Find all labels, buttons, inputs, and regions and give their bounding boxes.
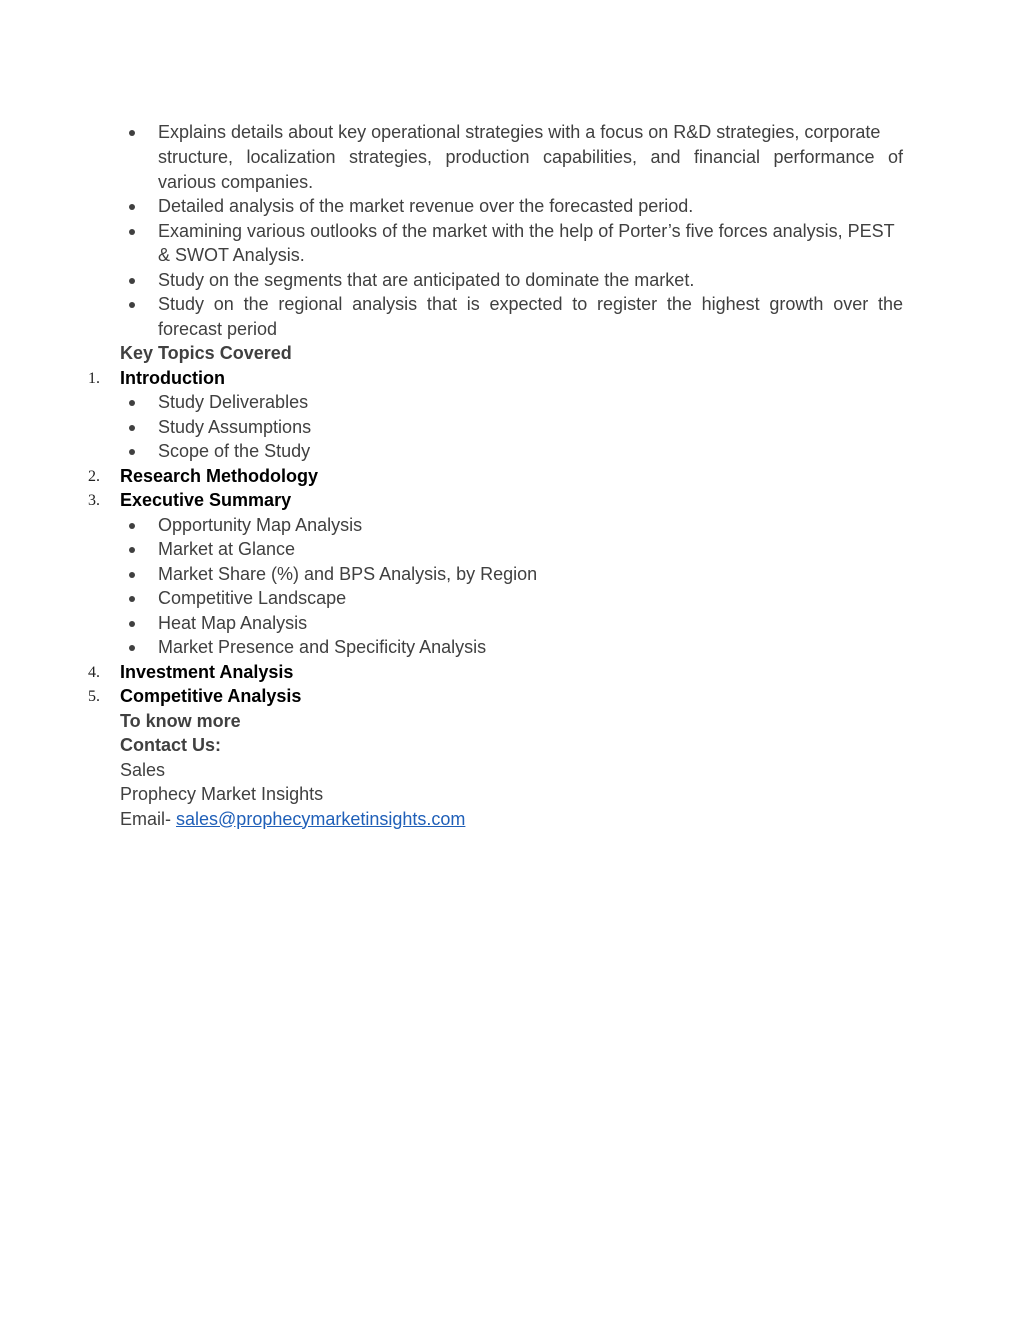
contact-us-line	[0, 733, 1024, 758]
bullet-icon	[129, 425, 135, 431]
key-topics-heading-text: Key Topics Covered	[120, 343, 292, 363]
know-more-line	[0, 709, 1024, 734]
topic-1	[0, 366, 1024, 391]
key-topics-heading	[0, 341, 1024, 366]
topic-title: Executive Summary	[120, 490, 292, 510]
list-item	[0, 635, 1024, 660]
contact-email-wrapper	[120, 807, 465, 832]
list-item	[0, 120, 1024, 145]
bullet-text: Opportunity Map Analysis	[158, 514, 363, 535]
bullet-icon	[129, 523, 135, 529]
bullet-text: Study Deliverables	[158, 392, 309, 412]
list-item-continuation	[0, 170, 1024, 195]
list-item	[0, 268, 1024, 293]
topic-3	[0, 488, 1024, 513]
list-item	[0, 219, 1024, 244]
bullet-text: Examining various outlooks of the market with the help of Porter’s five forces analysis, PEST	[158, 220, 895, 241]
bullet-icon	[129, 547, 135, 553]
topic-number: 4.	[88, 663, 100, 681]
contact-us-label: Contact Us:	[120, 735, 222, 755]
topic-number: 3.	[88, 492, 100, 509]
bullet-icon	[129, 572, 135, 578]
contact-company: Prophecy Market Insights	[120, 784, 324, 804]
topic-title: Research Methodology	[120, 465, 319, 486]
list-item	[0, 292, 1024, 317]
contact-email-line	[0, 807, 1024, 832]
bullet-icon	[129, 400, 135, 406]
bullet-icon	[129, 302, 135, 308]
topic-number: 2.	[88, 467, 100, 485]
topic-number: 5.	[88, 688, 100, 705]
bullet-icon	[129, 645, 135, 651]
topic-2	[0, 464, 1024, 489]
topic-title: Introduction	[120, 367, 225, 388]
topic-number: 1.	[88, 369, 100, 387]
bullet-icon	[129, 204, 135, 210]
contact-dept: Sales	[120, 759, 166, 780]
bullet-icon	[129, 621, 135, 627]
list-item	[0, 513, 1024, 538]
list-item	[0, 586, 1024, 611]
know-more-text: To know more	[120, 710, 241, 731]
list-item-continuation	[0, 317, 1024, 342]
bullet-text: Study on the regional analysis that is expected to register the highest growth over the	[158, 294, 903, 314]
list-item	[0, 537, 1024, 562]
list-item-continuation	[0, 145, 1024, 170]
bullet-icon	[129, 229, 135, 235]
bullet-text-line: forecast period	[158, 318, 278, 339]
list-item	[0, 415, 1024, 440]
bullet-text-line	[158, 120, 903, 145]
bullet-icon	[129, 449, 135, 455]
topic-4	[0, 660, 1024, 685]
bullet-text-line: various companies.	[158, 171, 314, 192]
bullet-text: Heat Map Analysis	[158, 612, 308, 633]
bullet-icon	[129, 596, 135, 602]
list-item-continuation	[0, 243, 1024, 268]
bullet-text: Market Share (%) and BPS Analysis, by Region	[158, 563, 538, 584]
bullet-icon	[129, 278, 135, 284]
email-label: Email-	[120, 808, 177, 829]
list-item	[0, 611, 1024, 636]
topic-5	[0, 684, 1024, 709]
bullet-text: Detailed analysis of the market revenue over the forecasted period.	[158, 196, 694, 216]
topic-title: Competitive Analysis	[120, 686, 302, 706]
bullet-text: Market at Glance	[158, 539, 296, 559]
bullet-text-line: structure, localization strategies, production capabilities, and financial performance of	[158, 147, 903, 167]
bullet-text: Study on the segments that are anticipated to dominate the market.	[158, 269, 695, 290]
bullet-text-line: & SWOT Analysis.	[158, 245, 305, 265]
list-item	[0, 562, 1024, 587]
bullet-text: Explains details about key operational strategies with a focus on R&D strategies, corporate	[158, 122, 881, 142]
email-link[interactable]: sales@prophecymarketinsights.com	[176, 808, 466, 829]
contact-dept-line	[0, 758, 1024, 783]
topic-title: Investment Analysis	[120, 661, 294, 682]
bullet-text: Study Assumptions	[158, 416, 312, 437]
list-item	[0, 390, 1024, 415]
list-item	[0, 439, 1024, 464]
bullet-icon	[129, 130, 135, 136]
contact-company-line	[0, 782, 1024, 807]
bullet-text: Scope of the Study	[158, 441, 311, 461]
bullet-text: Competitive Landscape	[158, 588, 347, 608]
list-item	[0, 194, 1024, 219]
bullet-text: Market Presence and Specificity Analysis	[158, 637, 487, 657]
